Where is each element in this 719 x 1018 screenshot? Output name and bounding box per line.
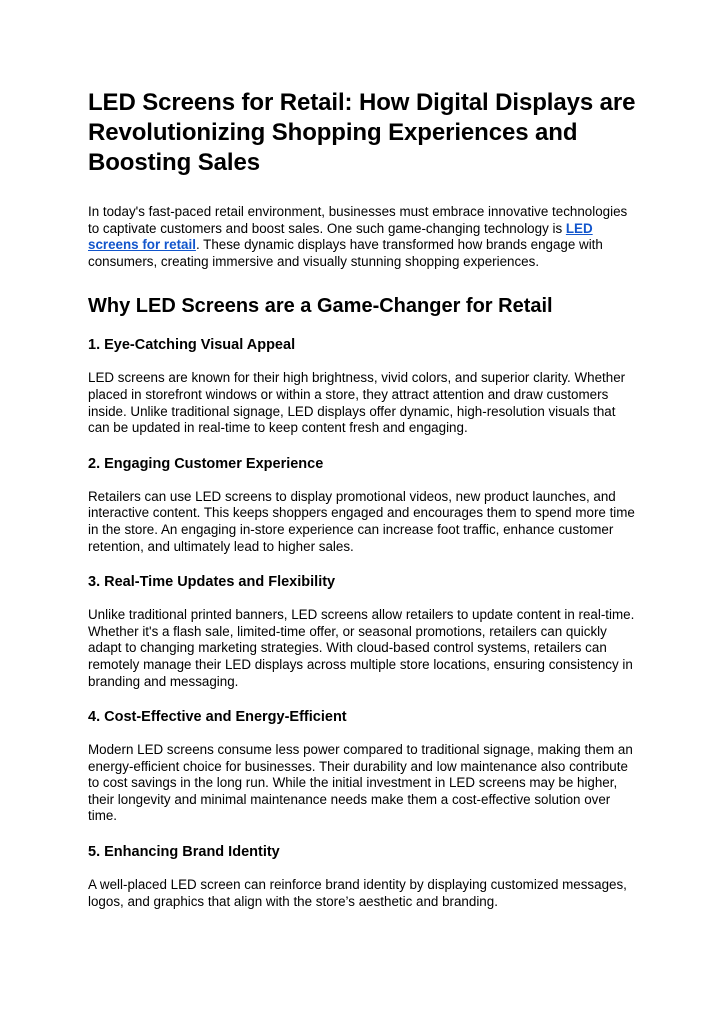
subsection-body-3: Unlike traditional printed banners, LED screens allow retailers to update content in real-time. Whether it's a flash sale, limited-time offer, or seasonal promotions, retailers can quickly adapt to changing marketing strategies. With cloud-based control systems, retailers can remotely manage their LED displays across multiple store locations, ensuring consistency in branding and messaging.	[88, 607, 635, 689]
intro-text-before: In today's fast-paced retail environment, businesses must embrace innovative technologies to captivate customers and boost sales. One such game-changing technology is	[88, 204, 628, 236]
subsection-body-4: Modern LED screens consume less power compared to traditional signage, making them an energy-efficient choice for businesses. Their durability and low maintenance also contribute to cost savings in the long run. While the initial investment in LED screens may be higher, their longevity and minimal maintenance needs make them a cost-effective solution over time.	[88, 742, 633, 824]
subsection-heading-4: 4. Cost-Effective and Energy-Efficient	[88, 709, 347, 726]
subsection-heading-3: 3. Real-Time Updates and Flexibility	[88, 574, 336, 591]
document-page	[88, 88, 636, 928]
subsection-heading-5: 5. Enhancing Brand Identity	[88, 844, 280, 861]
intro-text-after: . These dynamic displays have transformed how brands engage with consumers, creating immersive and visually stunning shopping experiences.	[88, 237, 603, 269]
subsection-body-1: LED screens are known for their high brightness, vivid colors, and superior clarity. Whether placed in storefront windows or within a store, they attract attention and draw customers inside. Unlike traditional signage, LED displays offer dynamic, high-resolution visuals that can be updated in real-time to keep content fresh and engaging.	[88, 370, 626, 436]
led-screens-for-retail-link[interactable]: LED screens for retail	[88, 220, 593, 253]
subsection-body-5: A well-placed LED screen can reinforce brand identity by displaying customized messages, logos, and graphics that align with the store’s aesthetic and branding.	[88, 877, 627, 909]
subsection-heading-2: 2. Engaging Customer Experience	[88, 455, 324, 472]
subsection-heading-1: 1. Eye-Catching Visual Appeal	[88, 337, 296, 354]
subsection-body-2: Retailers can use LED screens to display promotional videos, new product launches, and interactive content. This keeps shoppers engaged and encourages them to spend more time in the store. An engaging in-store experience can increase foot traffic, enhance customer retention, and ultimately lead to higher sales.	[88, 488, 635, 554]
section-heading: Why LED Screens are a Game-Changer for Retail	[88, 295, 553, 318]
document-title: LED Screens for Retail: How Digital Displays are Revolutionizing Shopping Experiences and Boosting Sales	[88, 89, 636, 176]
intro-paragraph	[88, 204, 636, 270]
